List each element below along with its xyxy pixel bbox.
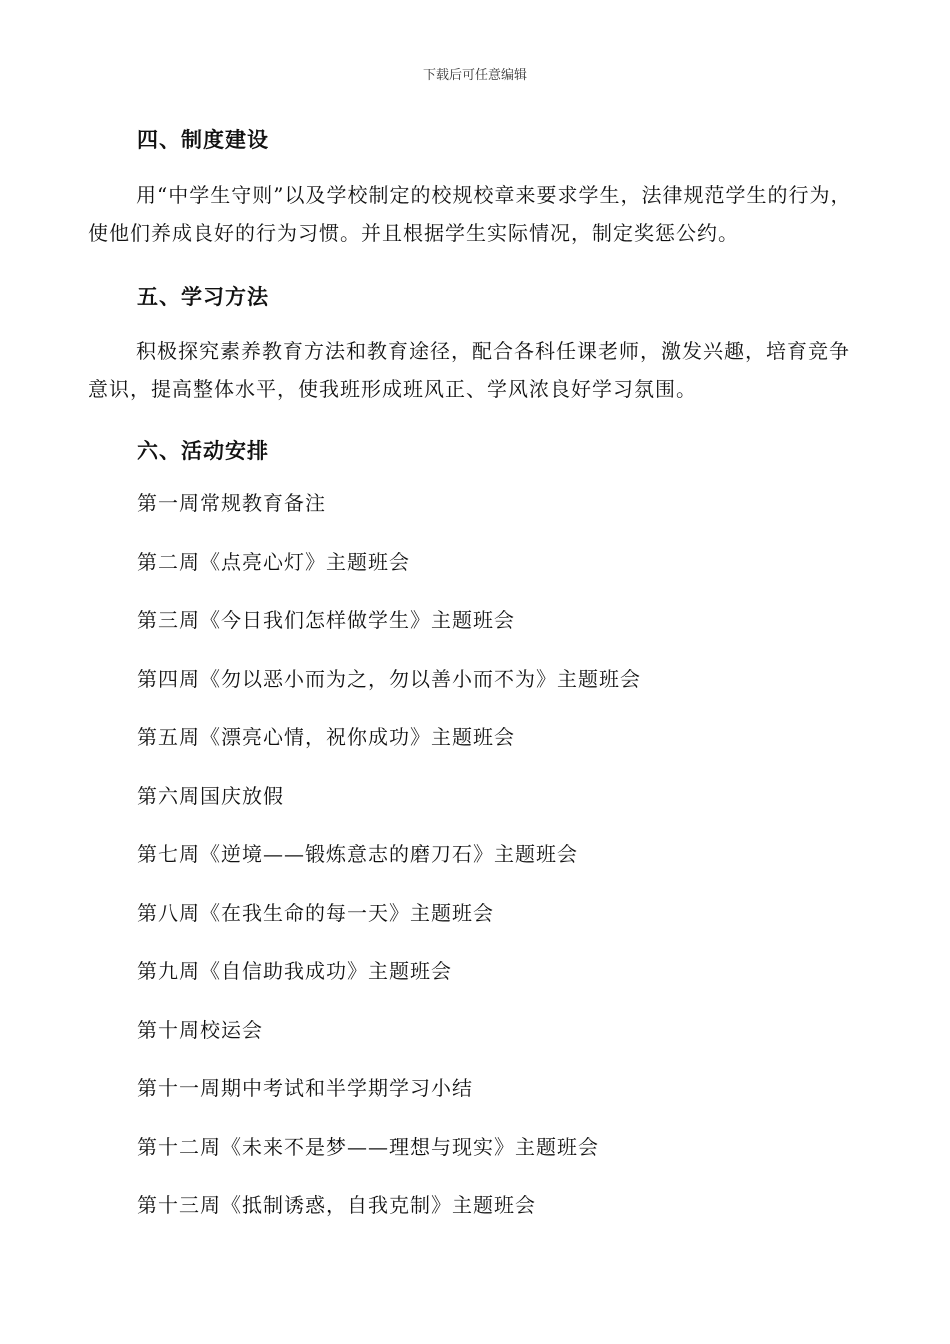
schedule-item: 第六周国庆放假: [137, 783, 284, 808]
schedule-item: 第四周《勿以恶小而为之，勿以善小而不为》主题班会: [137, 666, 641, 691]
section-heading-study-method: 五、学习方法: [137, 284, 269, 309]
section-paragraph-study-method: 积极探究素养教育方法和教育途径，配合各科任课老师，激发兴趣，培育竞争意识，提高整体水平，使我班形成班风正、学风浓良好学习氛围。: [88, 339, 850, 401]
section-heading-activities: 六、活动安排: [137, 438, 269, 463]
activity-schedule-list: [137, 484, 641, 1245]
schedule-item: 第一周常规教育备注: [137, 491, 326, 515]
schedule-item: 第三周《今日我们怎样做学生》主题班会: [137, 608, 515, 632]
schedule-item: 第十一周期中考试和半学期学习小结: [137, 1076, 473, 1100]
section-paragraph-system: 用“中学生守则”以及学校制定的校规校章来要求学生，法律规范学生的行为，使他们养成良好的行为习惯。并且根据学生实际情况，制定奖惩公约。: [88, 183, 852, 245]
schedule-item: 第七周《逆境——锻炼意志的磨刀石》主题班会: [137, 842, 578, 866]
schedule-item: 第五周《漂亮心情，祝你成功》主题班会: [137, 725, 515, 749]
header-note: 下载后可任意编辑: [422, 68, 527, 83]
schedule-item: 第十三周《抵制诱惑，自我克制》主题班会: [137, 1193, 536, 1217]
schedule-item: 第九周《自信助我成功》主题班会: [137, 959, 452, 983]
schedule-item: 第十周校运会: [137, 1017, 263, 1042]
schedule-item: 第八周《在我生命的每一天》主题班会: [137, 900, 494, 925]
schedule-item: 第二周《点亮心灯》主题班会: [137, 549, 410, 574]
schedule-item: 第十二周《未来不是梦——理想与现实》主题班会: [137, 1134, 599, 1159]
section-heading-system: 四、制度建设: [137, 127, 269, 152]
